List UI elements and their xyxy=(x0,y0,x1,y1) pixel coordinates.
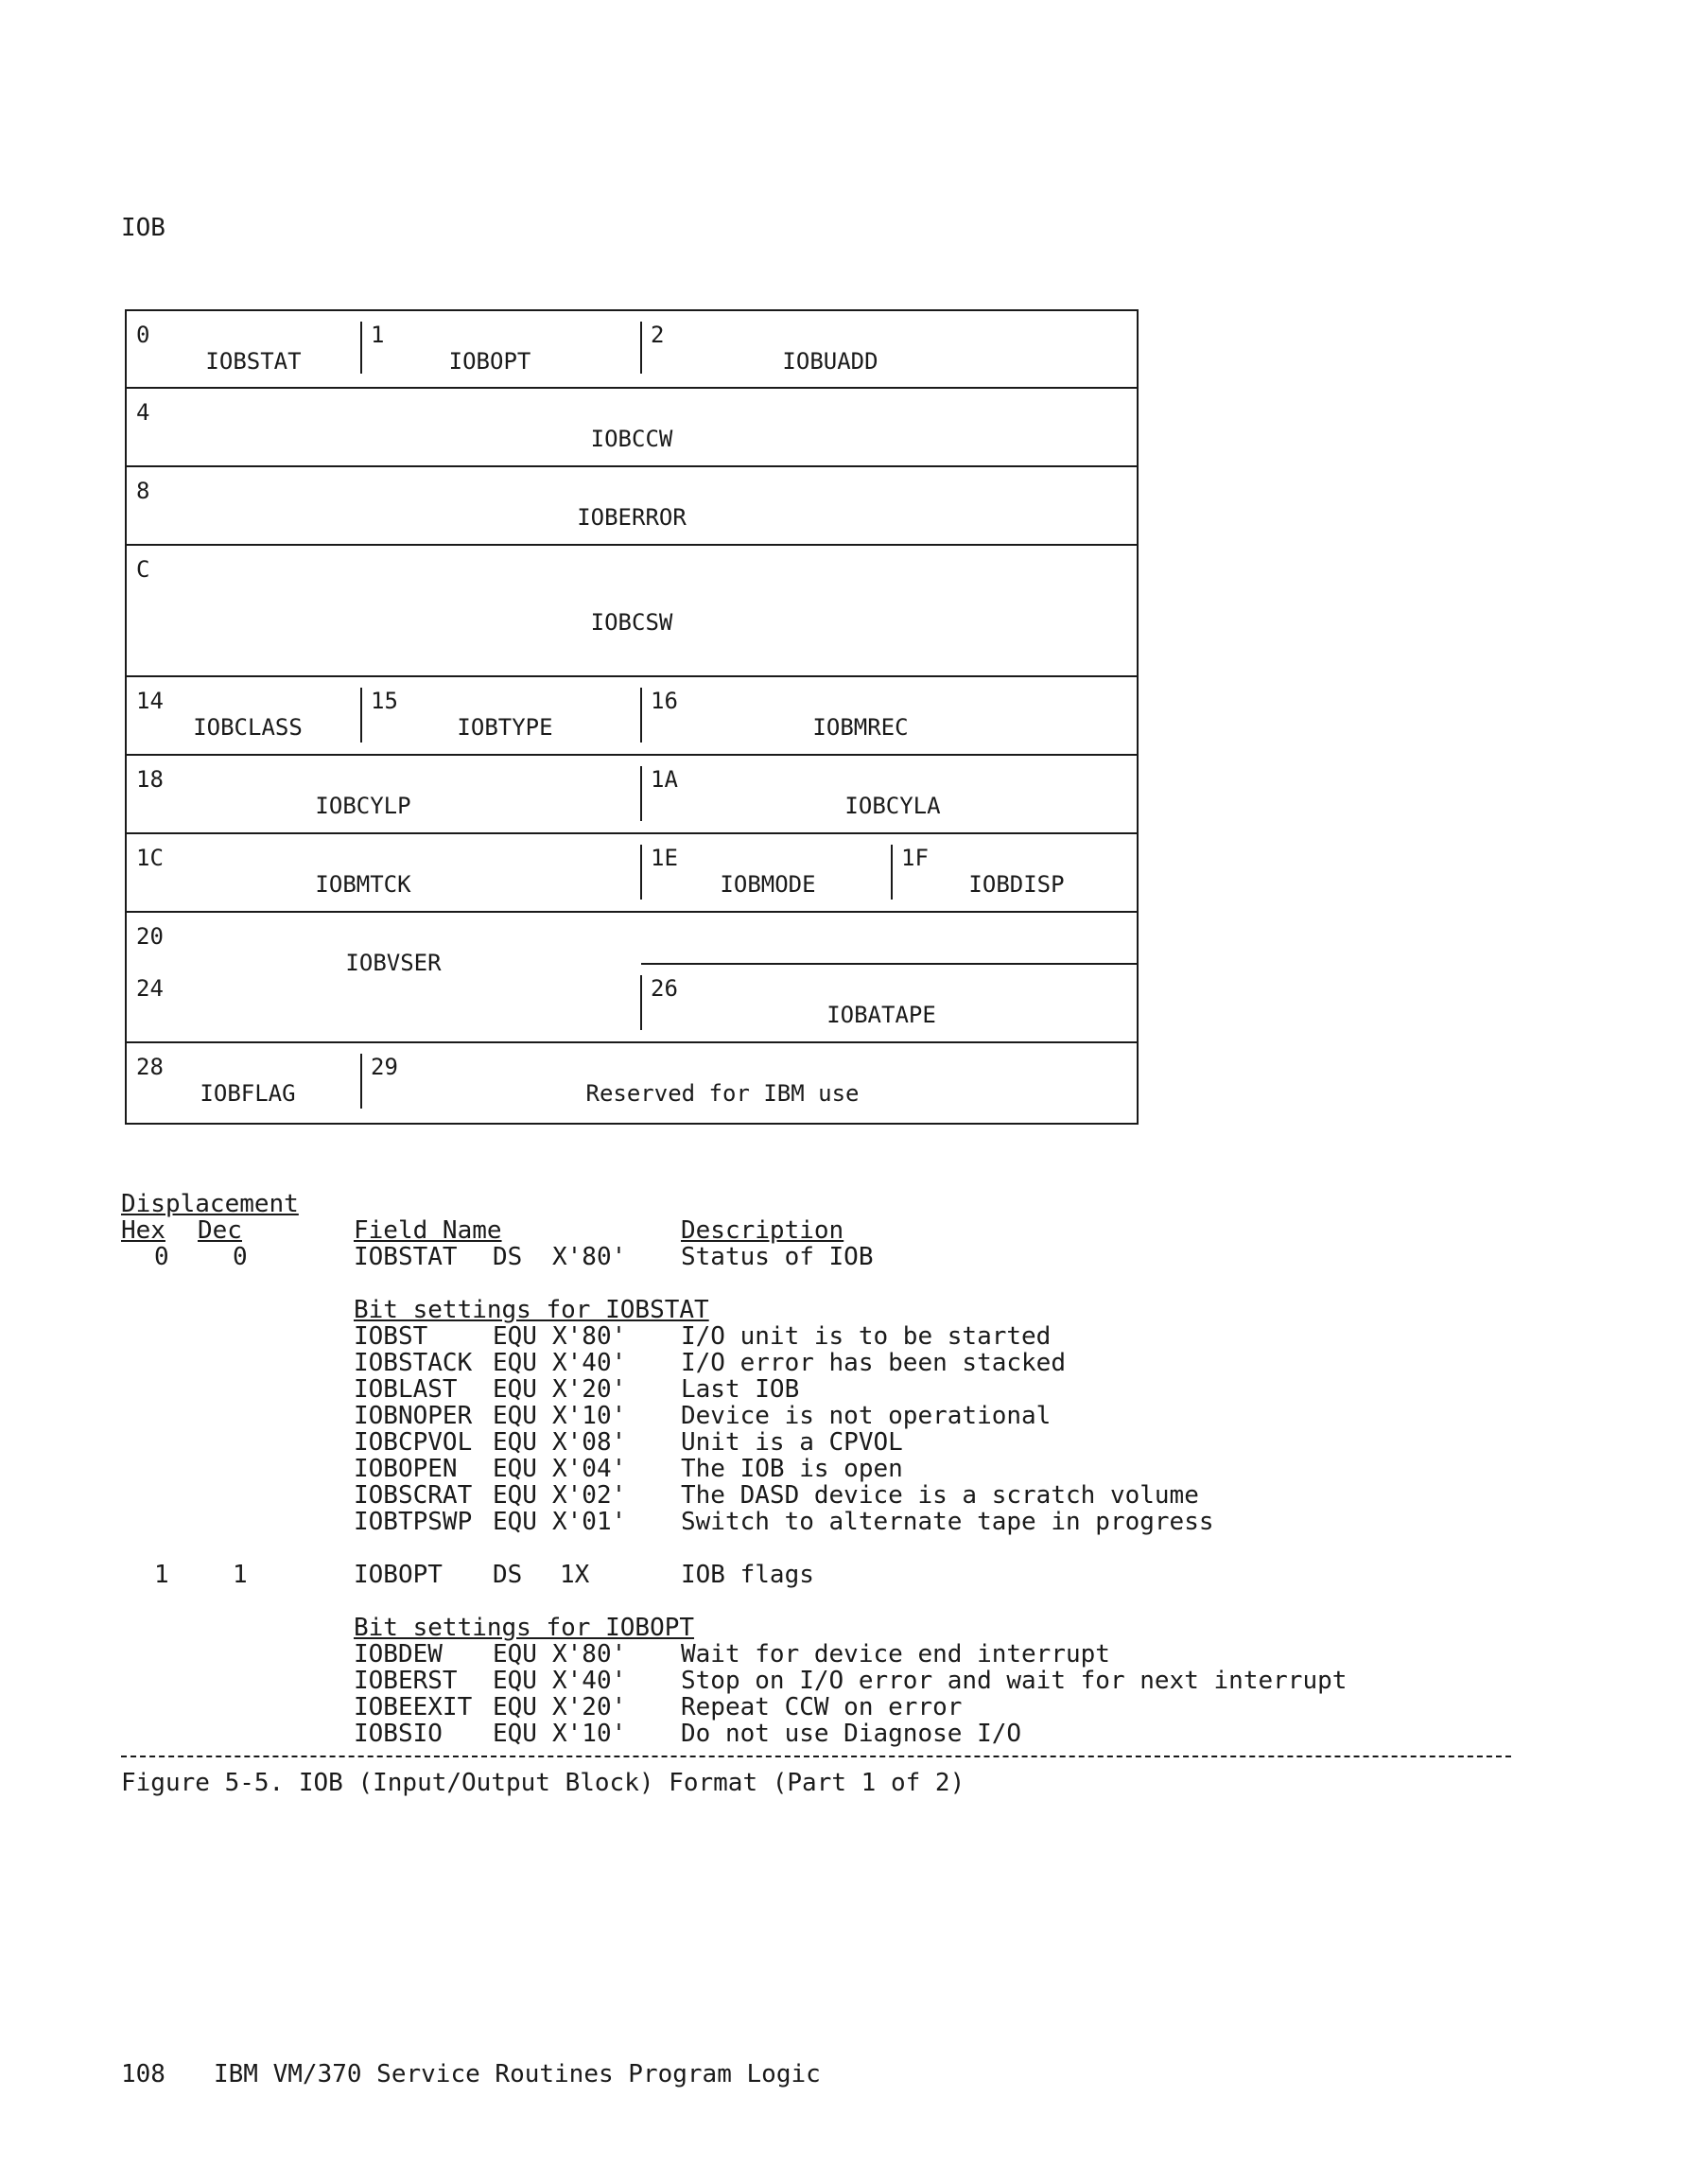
bit-value: X'80' xyxy=(552,1640,627,1669)
bit-name: IOBTPSWP xyxy=(354,1508,473,1536)
bit-value: X'08' xyxy=(552,1428,627,1457)
bit-value: X'10' xyxy=(552,1402,627,1430)
figure-caption: Figure 5-5. IOB (Input/Output Block) Format (Part 1 of 2) xyxy=(121,1769,965,1797)
bit-name: IOBEEXIT xyxy=(354,1693,473,1721)
field-name: IOBERROR xyxy=(577,504,687,531)
offset-label: 1A xyxy=(651,766,678,793)
offset-label: 1E xyxy=(651,845,678,871)
book-title: IBM VM/370 Service Routines Program Logic xyxy=(214,2060,821,2088)
bit-op: EQU xyxy=(493,1402,537,1430)
bit-op: EQU xyxy=(493,1508,537,1536)
field-name: Reserved for IBM use xyxy=(585,1080,860,1107)
bit-op: EQU xyxy=(493,1455,537,1483)
bit-description: I/O error has been stacked xyxy=(681,1349,1066,1377)
figure-separator xyxy=(121,1756,1511,1757)
bit-name: IOBNOPER xyxy=(354,1402,473,1430)
bit-description: Switch to alternate tape in progress xyxy=(681,1508,1214,1536)
bit-op: EQU xyxy=(493,1640,537,1669)
bit-name: IOBSTACK xyxy=(354,1349,473,1377)
offset-label: 8 xyxy=(136,478,150,504)
field-name: IOBCCW xyxy=(590,426,673,452)
displacement-heading: Displacement xyxy=(121,1190,299,1218)
offset-label: 0 xyxy=(136,322,150,348)
field-name-heading: Field Name xyxy=(354,1216,502,1245)
bit-value: X'40' xyxy=(552,1349,627,1377)
bit-description: Device is not operational xyxy=(681,1402,1052,1430)
offset-label: 24 xyxy=(136,975,164,1002)
bit-name: IOBDEW xyxy=(354,1640,443,1669)
bit-description: Repeat CCW on error xyxy=(681,1693,963,1721)
bit-description: Do not use Diagnose I/O xyxy=(681,1720,1022,1748)
field-description: Status of IOB xyxy=(681,1243,874,1271)
bit-name: IOBSCRAT xyxy=(354,1481,473,1510)
bit-name: IOBST xyxy=(354,1322,428,1351)
offset-label: C xyxy=(136,556,150,583)
offset-label: 14 xyxy=(136,688,164,714)
bit-description: The IOB is open xyxy=(681,1455,903,1483)
field-name: IOBDISP xyxy=(968,871,1065,898)
bit-op: EQU xyxy=(493,1349,537,1377)
dec-value: 1 xyxy=(233,1561,248,1589)
field-name: IOBMREC xyxy=(812,714,909,741)
offset-label: 1C xyxy=(136,845,164,871)
bit-description: The DASD device is a scratch volume xyxy=(681,1481,1199,1510)
offset-label: 28 xyxy=(136,1054,164,1080)
description-heading: Description xyxy=(681,1216,844,1245)
offset-label: 16 xyxy=(651,688,678,714)
bit-name: IOBERST xyxy=(354,1667,458,1695)
hex-heading: Hex xyxy=(121,1216,165,1245)
bit-op: EQU xyxy=(493,1667,537,1695)
page-header-title: IOB xyxy=(121,214,165,242)
bit-value: X'40' xyxy=(552,1667,627,1695)
field-name: IOBCSW xyxy=(590,609,673,636)
bit-description: I/O unit is to be started xyxy=(681,1322,1052,1351)
field-name: IOBCLASS xyxy=(193,714,303,741)
field-name: IOBOPT xyxy=(354,1561,443,1589)
field-description: IOB flags xyxy=(681,1561,814,1589)
offset-label: 2 xyxy=(651,322,665,348)
bit-op: EQU xyxy=(493,1693,537,1721)
bit-description: Stop on I/O error and wait for next interrupt xyxy=(681,1667,1348,1695)
bit-op: EQU xyxy=(493,1428,537,1457)
dec-heading: Dec xyxy=(198,1216,242,1245)
field-name: IOBFLAG xyxy=(200,1080,296,1107)
bit-value: X'04' xyxy=(552,1455,627,1483)
bit-settings-heading: Bit settings for IOBSTAT xyxy=(354,1296,709,1324)
field-name: IOBSTAT xyxy=(205,348,302,375)
field-type: DS xyxy=(493,1561,523,1589)
offset-label: 1 xyxy=(371,322,385,348)
offset-label: 29 xyxy=(371,1054,398,1080)
page-number: 108 xyxy=(121,2060,165,2088)
bit-description: Unit is a CPVOL xyxy=(681,1428,903,1457)
offset-label: 18 xyxy=(136,766,164,793)
bit-op: EQU xyxy=(493,1481,537,1510)
bit-name: IOBLAST xyxy=(354,1375,458,1404)
offset-label: 26 xyxy=(651,975,678,1002)
field-type: DS xyxy=(493,1243,523,1271)
offset-label: 20 xyxy=(136,923,164,950)
field-name: IOBVSER xyxy=(345,950,442,976)
field-name: IOBOPT xyxy=(448,348,531,375)
bit-name: IOBSIO xyxy=(354,1720,443,1748)
offset-label: 4 xyxy=(136,399,150,426)
bit-value: X'01' xyxy=(552,1508,627,1536)
bit-name: IOBCPVOL xyxy=(354,1428,473,1457)
bit-value: X'80' xyxy=(552,1322,627,1351)
field-name: IOBCYLP xyxy=(315,793,411,819)
dec-value: 0 xyxy=(233,1243,248,1271)
bit-value: X'02' xyxy=(552,1481,627,1510)
bit-value: X'10' xyxy=(552,1720,627,1748)
field-name: IOBMODE xyxy=(720,871,816,898)
bit-op: EQU xyxy=(493,1375,537,1404)
bit-op: EQU xyxy=(493,1720,537,1748)
field-name: IOBUADD xyxy=(782,348,878,375)
bit-settings-heading: Bit settings for IOBOPT xyxy=(354,1614,695,1642)
bit-name: IOBOPEN xyxy=(354,1455,458,1483)
offset-label: 15 xyxy=(371,688,398,714)
field-name: IOBCYLA xyxy=(844,793,941,819)
offset-label: 1F xyxy=(901,845,929,871)
bit-value: X'20' xyxy=(552,1375,627,1404)
bit-description: Wait for device end interrupt xyxy=(681,1640,1110,1669)
field-name: IOBTYPE xyxy=(457,714,553,741)
field-value: X'80' xyxy=(552,1243,627,1271)
field-name: IOBMTCK xyxy=(315,871,411,898)
bit-op: EQU xyxy=(493,1322,537,1351)
hex-value: 0 xyxy=(154,1243,169,1271)
field-name: IOBATAPE xyxy=(826,1002,936,1028)
field-value: 1X xyxy=(560,1561,590,1589)
bit-value: X'20' xyxy=(552,1693,627,1721)
hex-value: 1 xyxy=(154,1561,169,1589)
bit-description: Last IOB xyxy=(681,1375,800,1404)
field-name: IOBSTAT xyxy=(354,1243,458,1271)
